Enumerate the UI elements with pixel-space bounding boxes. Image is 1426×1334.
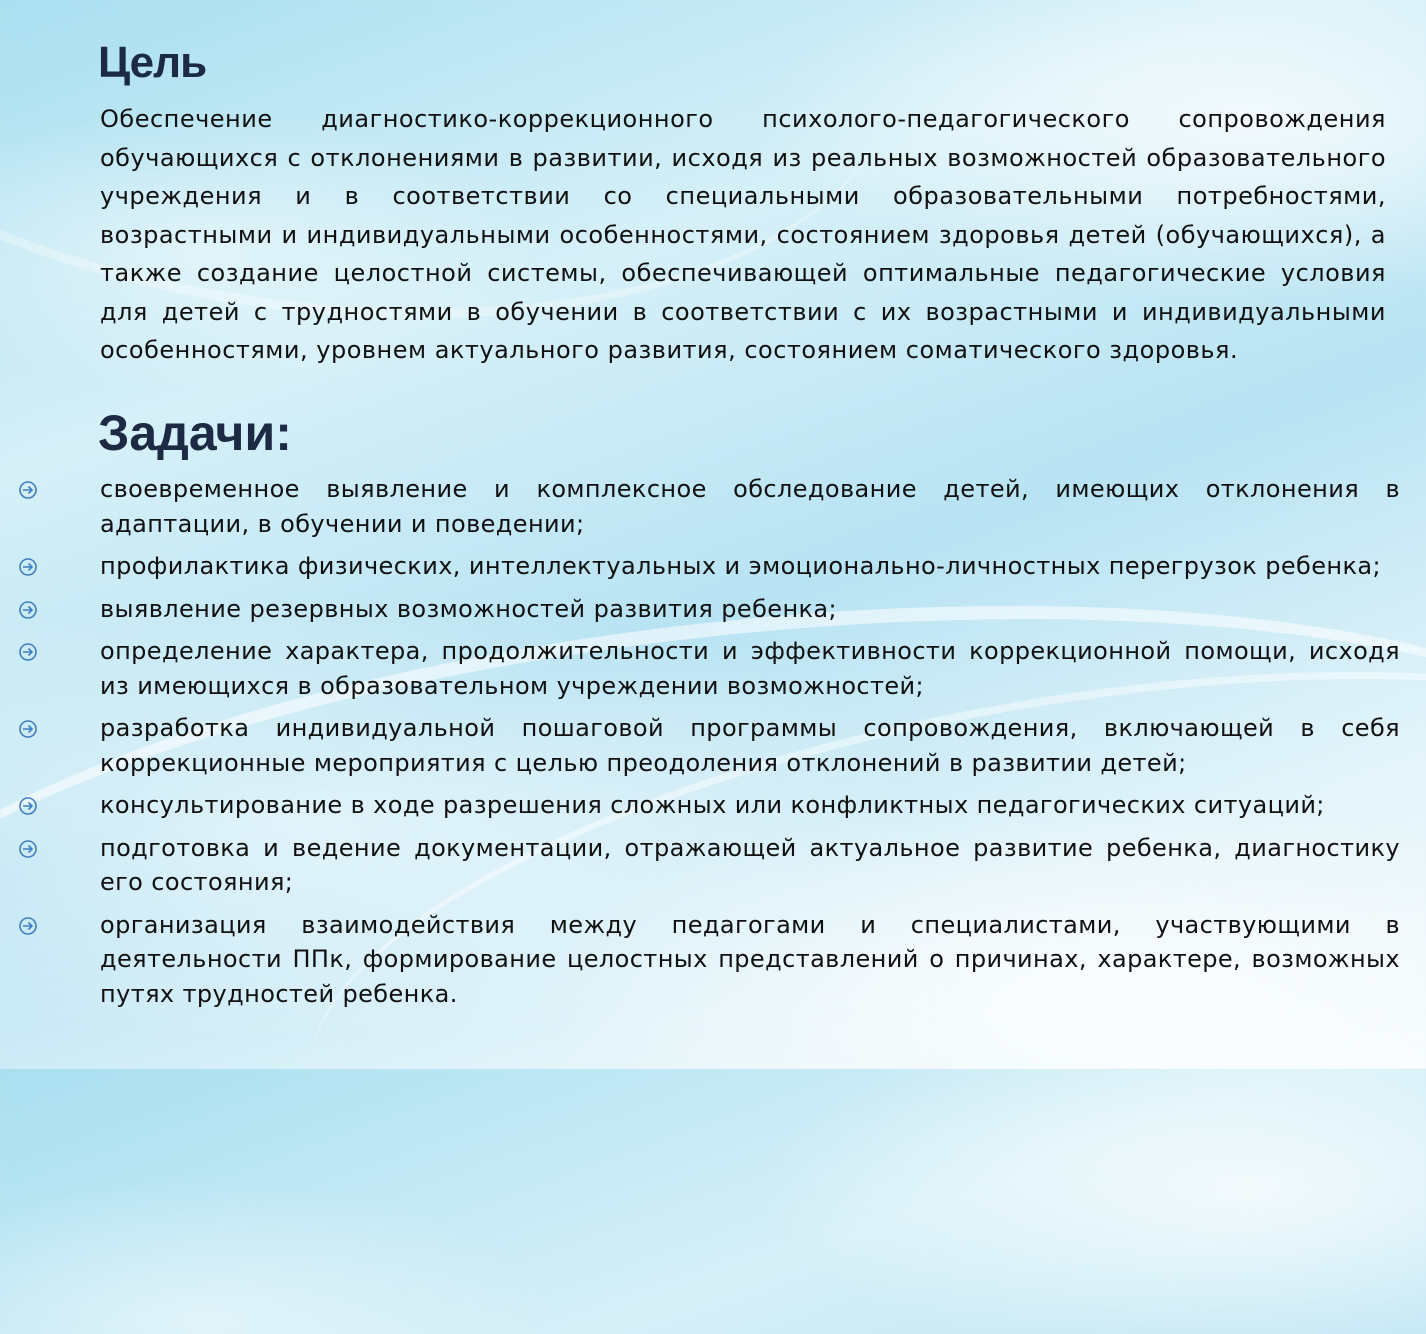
list-item — [0, 472, 1400, 541]
task-text: профилактика физических, интеллектуальных и эмоционально-личностных перегрузок ребенка; — [100, 552, 1381, 580]
tasks-list — [0, 472, 1426, 1019]
circle-arrow-right-icon — [18, 480, 38, 500]
task-text: организация взаимодействия между педагогами и специалистами, участвующими в деятельности ППк, формирование целостных представлений о причинах, характере, возможных путях трудностей ребенка. — [100, 910, 1400, 1008]
circle-arrow-right-icon — [18, 839, 38, 859]
task-text: консультирование в ходе разрешения сложных или конфликтных педагогических ситуаций; — [100, 791, 1325, 819]
list-item — [0, 908, 1400, 1012]
circle-arrow-right-icon — [18, 557, 38, 577]
goal-paragraph: Обеспечение диагностико-коррекционного психолого-педагогического сопровождения обучающихся с отклонениями в развитии, исходя из реальных возможностей образовательного учреждения и в соответствии со специальными образовательными потребностями, возрастными и индивидуальными особенностями, состоянием здоровья детей (обучающихся), а также создание целостной системы, обеспечивающей оптимальные педагогические условия для детей с трудностями в обучении в соответствии с их возрастными и индивидуальными особенностями, уровнем актуального развития, состоянием соматического здоровья. — [100, 105, 1386, 364]
list-item — [0, 634, 1400, 703]
circle-arrow-right-icon — [18, 600, 38, 620]
list-item — [0, 711, 1400, 780]
circle-arrow-right-icon — [18, 916, 38, 936]
list-item — [0, 549, 1400, 584]
task-text: определение характера, продолжительности и эффективности коррекционной помощи, исходя из имеющихся в образовательном учреждении возможностей; — [100, 637, 1400, 700]
tasks-heading: Задачи: — [98, 405, 292, 461]
circle-arrow-right-icon — [18, 642, 38, 662]
list-item — [0, 592, 1400, 627]
list-item — [0, 788, 1400, 823]
circle-arrow-right-icon — [18, 719, 38, 739]
task-text: подготовка и ведение документации, отражающей актуальное развитие ребенка, диагностику его состояния; — [100, 833, 1400, 896]
goal-heading: Цель — [98, 38, 207, 87]
task-text: своевременное выявление и комплексное обследование детей, имеющих отклонения в адаптации, в обучении и поведении; — [100, 475, 1400, 538]
task-text: выявление резервных возможностей развития ребенка; — [100, 594, 838, 623]
task-text: разработка индивидуальной пошаговой программы сопровождения, включающей в себя коррекционные мероприятия с целью преодоления отклонений в развитии детей; — [100, 714, 1400, 777]
list-item — [0, 831, 1400, 900]
circle-arrow-right-icon — [18, 796, 38, 816]
